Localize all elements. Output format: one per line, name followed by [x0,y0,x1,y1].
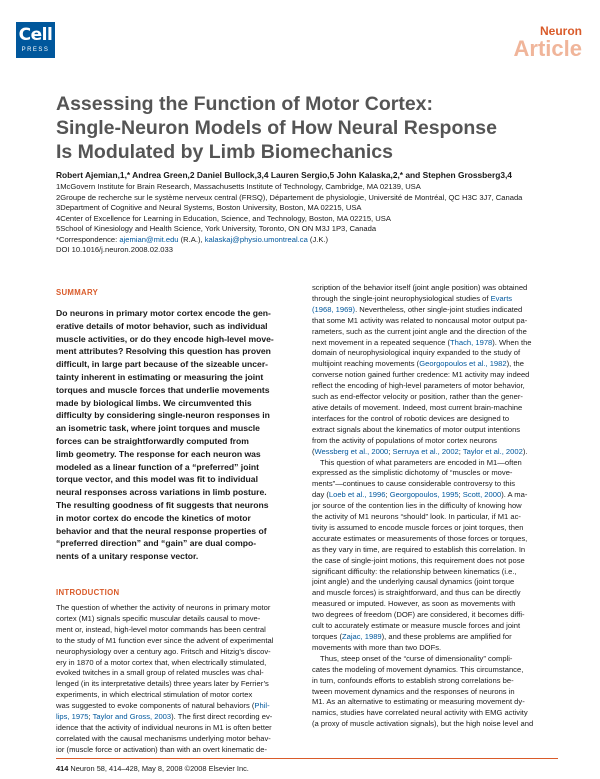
body-text: ), the [506,359,524,369]
intro-line [56,614,300,625]
body-line [312,490,558,501]
body-text: ). The first direct recording ev- [171,712,273,722]
body-text: ; [88,712,93,722]
body-text: and muscle forces) is straightforward, and thus can be directly [312,588,521,598]
body-line [312,654,558,665]
body-line [312,381,558,392]
summary-heading: SUMMARY [56,288,99,297]
summary-line: made by biological limbs. We circumvented this [56,397,252,408]
citation-link[interactable]: Georgopoulos et al., 1982 [419,359,507,369]
summary-line: ment attributes? Resolving this question has proven [56,346,271,357]
body-line [312,403,558,414]
summary-text [56,307,300,563]
intro-line [56,745,300,756]
body-text: evoked twitches in a small group of related muscles was chal- [56,668,264,678]
body-text: in turn, confounds efforts to establish strong correlations be- [312,675,514,685]
citation-link[interactable]: Taylor et al., 2002 [462,446,523,456]
body-text: as they vary in time, are required to establish this correlation. In [312,544,526,554]
body-line [312,545,558,556]
citation-link[interactable]: Taylor and Gross, 2003 [92,712,172,722]
body-text: M1. As an alternative to estimating or measuring movement dy- [312,697,525,707]
body-text: Thus, steep onset of the “curse of dimensionality” compli- [320,653,513,663]
body-text: correlated with the causal mechanisms underlying motor behav- [56,733,271,743]
body-text: torques ( [312,632,342,641]
summary-line: an isometric task, where joint torques and muscle [56,423,260,434]
summary-line: tainty inherent in estimating or measuring the joint [56,371,264,382]
body-line [312,370,558,381]
summary-line: “preferred direction” and “gain” are dual compo- [56,538,257,549]
body-line [312,632,558,643]
body-text: scription of the behavior itself (joint angle position) was obtained [312,283,528,292]
affiliation: 3Department of Cognitive and Neural Systems, Boston University, Boston, MA 02215, USA [56,203,362,212]
logo-main-text: Cell [18,25,53,45]
body-text: multijoint reaching movements ( [312,359,420,369]
summary-line: The resulting goodness of fit suggests that neurons [56,499,269,510]
summary-line: limb geometry. The response for each neuron was [56,448,261,459]
intro-line [56,668,300,679]
summary-line: modeled as a linear function of a “preferred” joint [56,461,259,472]
body-text: reflect the encoding of high-level parameters of motor behavior, [312,381,525,391]
body-text: from the activity of populations of motor cortex neurons [312,435,497,445]
body-text: ; [385,490,390,500]
body-text: neurophysiology over a century ago. Fritsch and Hitzig’s discov- [56,646,271,656]
citation-link[interactable]: Wessberg et al., 2000 [314,446,389,456]
body-text: ment or, instead, high-level motor commands has been central [56,624,266,634]
body-text: the activity of M1 neurons “should” look. In particular, if M1 ac- [312,512,521,522]
introduction-heading: INTRODUCTION [56,588,120,597]
citation-link[interactable]: Scott, 2000 [462,490,502,500]
citation-link[interactable]: Evarts [490,293,513,303]
summary-line: muscle activities, or do they encode high-level move- [56,333,274,344]
body-line [312,348,558,359]
affiliation: 4Center of Excellence for Learning in Education, Science, and Technology, Boston, MA 02215, USA [56,213,391,223]
body-text: day ( [312,490,329,500]
intro-line [56,625,300,636]
correspondence-who: (R.A.), [178,234,205,244]
body-text: to the study of M1 function ever since the advent of experimental [56,635,274,645]
intro-line [56,723,300,734]
body-text: The question of whether the activity of neurons in primary motor [56,603,271,612]
body-line [312,610,558,621]
body-text: through the single-joint neurophysiological studies of [312,293,491,303]
footer-rule [56,758,558,759]
body-text: ( [312,446,315,456]
logo-sub-text: PRESS [21,47,50,53]
citation-link[interactable]: Zajac, 1989 [341,632,382,641]
body-line [312,523,558,534]
body-text: movements with more than two DOFs. [312,642,442,652]
body-text: domain of neurophysiological inquiry expanded to the study of [312,348,521,358]
summary-line: difficulty by considering single-neuron responses in [56,410,270,421]
body-line [312,458,558,469]
summary-line: erative details of motor behavior, such as individual [56,320,268,331]
body-text: ). [522,446,528,456]
title-line: Single-Neuron Models of How Neural Response [56,117,497,139]
body-line [312,447,558,458]
body-text: ; [388,446,393,456]
body-text: joint angle) and the underlying causal dynamics (joint torque [312,577,515,587]
body-text: ery in 1870 of a motor cortex that, when electrically stimulated, [56,657,267,667]
footer [56,764,249,773]
summary-line: torques and muscle forces that underlie movements [56,384,270,395]
title-line: Assessing the Function of Motor Cortex: [56,93,434,115]
body-line [312,577,558,588]
intro-line [56,647,300,658]
body-text: ior (muscle force or activation) than with an overt kinematic de- [56,744,268,754]
citation-link[interactable]: (1968, 1969) [312,304,356,314]
body-text: tween movement dynamics and the responses of neurons in [312,686,515,696]
summary-line: difficult, in large part because of the sizeable uncer- [56,359,269,370]
body-text: accurate estimates or measurements of those forces or torques, [312,533,528,543]
body-text: ), and these problems are amplified for [381,632,512,641]
body-text: two degrees of freedom (DOF) are considered, it becomes diffi- [312,610,525,620]
body-line [312,425,558,436]
body-line [312,294,558,305]
intro-line [56,712,300,723]
body-line [312,708,558,719]
introduction-text [56,603,300,756]
summary-line: nents of a unitary response vector. [56,551,199,562]
body-line [312,676,558,687]
body-text: expressed as the simplistic dichotomy of “muscles or move- [312,468,513,478]
body-line [312,512,558,523]
email-link[interactable]: kalaskaj@physio.umontreal.ca [204,234,308,244]
affiliations [56,182,566,256]
page-number: 414 [56,764,69,773]
body-line [312,621,558,632]
affiliation: 1McGovern Institute for Brain Research, Massachusetts Institute of Technology, Cambridge, MA 02139, USA [56,182,421,191]
body-line [312,468,558,479]
body-text: ative details of movement. Indeed, most current brain-machine [312,402,523,412]
body-text: cortex (M1) signals specific muscular details causal to move- [56,613,261,623]
body-line [312,305,558,316]
email-link[interactable]: ajemian@mit.edu [119,234,179,244]
body-text: (a proxy of muscle activation signals), but the high noise level and [312,719,534,729]
body-text: ; [458,446,463,456]
body-line [312,567,558,578]
body-text: ments”—continues to cause considerable controversy to this [312,479,516,489]
summary-line: forces can be straightforwardly computed from [56,435,249,446]
body-line [312,359,558,370]
body-text: . Nevertheless, other single-joint studies indicated [355,304,523,314]
body-text: namics, studies have correlated neural activity with EMG activity [312,708,528,718]
citation-link[interactable]: Serruya et al., 2002 [392,446,459,456]
body-text: rameters, such as the current joint angle and the direction of the [312,326,527,336]
body-line [312,479,558,490]
affiliation: 5School of Kinesiology and Health Science, York University, Toronto, ON ON M3J 1P3, Canada [56,224,377,233]
body-line [312,665,558,676]
body-line [312,687,558,698]
body-text: that some M1 activity was related to noncausal motor output pa- [312,315,528,325]
intro-line [56,701,300,712]
body-text: significant difficulty: the relationship between kinematics (i.e., [312,566,517,576]
body-text: extract signals about the kinematics of motor output intentions [312,424,521,434]
body-text: such as end-effector velocity or position, rather than the gener- [312,392,523,402]
body-text: next movement in a repeated sequence ( [312,337,451,347]
article-title [56,92,576,164]
intro-line [56,679,300,690]
summary-line: torque vector, and this model was fit to individual [56,474,258,485]
summary-line: behavior and that the neural response properties of [56,525,267,536]
intro-line [56,636,300,647]
body-text: cates the modeling of movement dynamics. This circumstance, [312,664,524,674]
right-column-text [312,283,558,730]
body-line [312,327,558,338]
cell-press-logo [16,22,55,58]
body-line [312,501,558,512]
correspondence-label: *Correspondence: [56,234,120,244]
body-text: experiments, in which electrical stimulation of motor cortex [56,690,253,700]
body-text: interfaces for the control of robotic devices are designed to [312,413,510,423]
body-text: jor source of the contention lies in the difficulty of knowing how [312,501,522,511]
body-line [312,599,558,610]
body-line [312,697,558,708]
body-text: idence that the activity of individual neurons in M1 is often better [56,722,272,732]
affiliation: 2Groupe de recherche sur le système nerveux central (FRSQ), Département de physiologie, Université de Montréal, QC H3C 3J7, Canada [56,192,523,202]
author-list: Robert Ajemian,1,* Andrea Green,2 Daniel Bullock,3,4 Lauren Sergio,5 John Kalaska,2,* and Stephen Grossberg3,4 [56,170,512,180]
journal-citation: Neuron 58, 414–428, May 8, 2008 ©2008 Elsevier Inc. [68,764,249,773]
intro-line [56,690,300,701]
body-text: ). A ma- [501,490,528,500]
body-text: ; [458,490,463,500]
correspondence-who: (J.K.) [307,234,329,244]
citation-link[interactable]: Thach, 1978 [450,337,493,347]
intro-line [56,603,300,614]
body-line [312,392,558,403]
citation-link[interactable]: lips, 1975 [56,712,89,722]
body-text: This question of what parameters are encoded in M1—often [320,457,522,467]
intro-line [56,734,300,745]
body-line [312,556,558,567]
body-line [312,588,558,599]
body-text: lenged (in its interpretative details) three years later by Ferrier’s [56,679,269,689]
body-line [312,643,558,654]
title-line: Is Modulated by Limb Biomechanics [56,141,393,163]
body-line [312,283,558,294]
body-line [312,436,558,447]
journal-name: Neuron [540,24,582,38]
citation-link[interactable]: Loeb et al., 1996 [328,490,386,500]
body-text: was suggested to evoke components of natural behaviors ( [56,701,255,711]
body-line [312,719,558,730]
body-line [312,534,558,545]
body-text: cult to accurately estimate or measure muscle forces and joint [312,621,521,631]
body-text: converse notion gained further credence: M1 activity may indeed [312,370,530,380]
citation-link[interactable]: Phil- [254,701,270,711]
body-text: ). When the [492,337,532,347]
summary-line: neural responses across variations in limb posture. [56,487,267,498]
body-text: measured or imputed. However, as soon as movements with [312,599,516,609]
body-line [312,338,558,349]
body-line [312,414,558,425]
summary-line: in motor cortex do encode the kinetics of motor [56,512,251,523]
body-text: tivity is assumed to encode muscle forces or joint torques, then [312,522,524,532]
body-text: the case of single-joint motions, this requirement does not pose [312,555,525,565]
citation-link[interactable]: Georgopoulos, 1995 [389,490,459,500]
intro-line [56,658,300,669]
correspondence [56,235,566,246]
summary-line: Do neurons in primary motor cortex encode the gen- [56,308,271,318]
article-type: Article [513,36,582,61]
doi: DOI 10.1016/j.neuron.2008.02.033 [56,245,173,254]
body-line [312,316,558,327]
